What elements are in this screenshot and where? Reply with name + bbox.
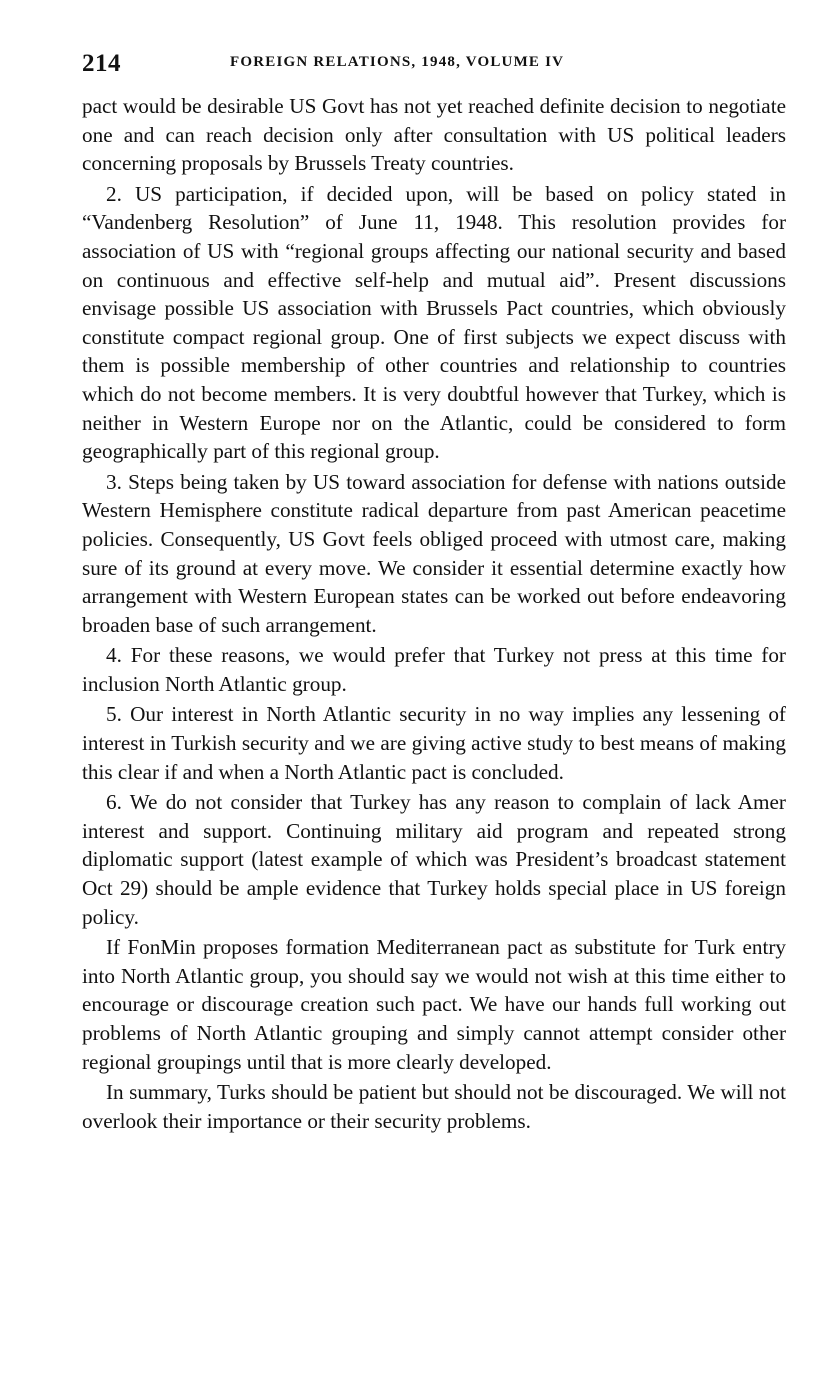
paragraph-summary: In summary, Turks should be patient but should not be discouraged. We will not overlook their importance or their security problems. — [82, 1080, 786, 1133]
page-number: 214 — [82, 50, 121, 77]
paragraph-6: 6. We do not consider that Turkey has any reason to complain of lack Amer interest and support. Continuing military aid program and repeated strong diplomatic support (latest example of which was President’s broadcast statement Oct 29) should be ample evidence that Turkey holds special place in US foreign policy. — [82, 790, 786, 929]
paragraph-fonmin: If FonMin proposes formation Mediterranean pact as substitute for Turk entry into North Atlantic group, you should say we would not wish at this time either to encourage or discourage creation such pact. We have our hands full working out problems of North Atlantic grouping and simply cannot attempt consider other regional groupings until that is more clearly developed. — [82, 935, 786, 1074]
document-page — [82, 44, 786, 1135]
paragraph-4: 4. For these reasons, we would prefer that Turkey not press at this time for inclusion North Atlantic group. — [82, 643, 786, 696]
body-text — [82, 92, 786, 1135]
paragraph-continuation: pact would be desirable US Govt has not yet reached definite decision to negotiate one and can reach decision only after consultation with US political leaders concerning proposals by Brussels Treaty countries. — [82, 94, 786, 176]
running-head: FOREIGN RELATIONS, 1948, VOLUME IV — [230, 54, 565, 70]
paragraph-2: 2. US participation, if decided upon, will be based on policy stated in “Vandenberg Resolution” of June 11, 1948. This resolution provides for association of US with “regional groups affecting our national security and based on continuous and effective self-help and mutual aid”. Present discussions envisage possible US association with Brussels Pact countries, which obviously constitute compact regional group. One of first subjects we expect discuss with them is possible membership of other countries and relationship to countries which do not become members. It is very doubtful however that Turkey, which is neither in Western Europe nor on the Atlantic, could be considered to form geographically part of this regional group. — [82, 181, 786, 464]
paragraph-3: 3. Steps being taken by US toward association for defense with nations outside Western Hemisphere constitute radical departure from past American peacetime policies. Consequently, US Govt feels obliged proceed with utmost care, making sure of its ground at every move. We consider it essential determine exactly how arrangement with Western European states can be worked out before endeavoring broaden base of such arrangement. — [82, 469, 786, 637]
paragraph-5: 5. Our interest in North Atlantic security in no way implies any lessening of interest in Turkish security and we are giving active study to best means of making this clear if and when a North Atlantic pact is concluded. — [82, 702, 786, 784]
page-header — [82, 44, 786, 84]
